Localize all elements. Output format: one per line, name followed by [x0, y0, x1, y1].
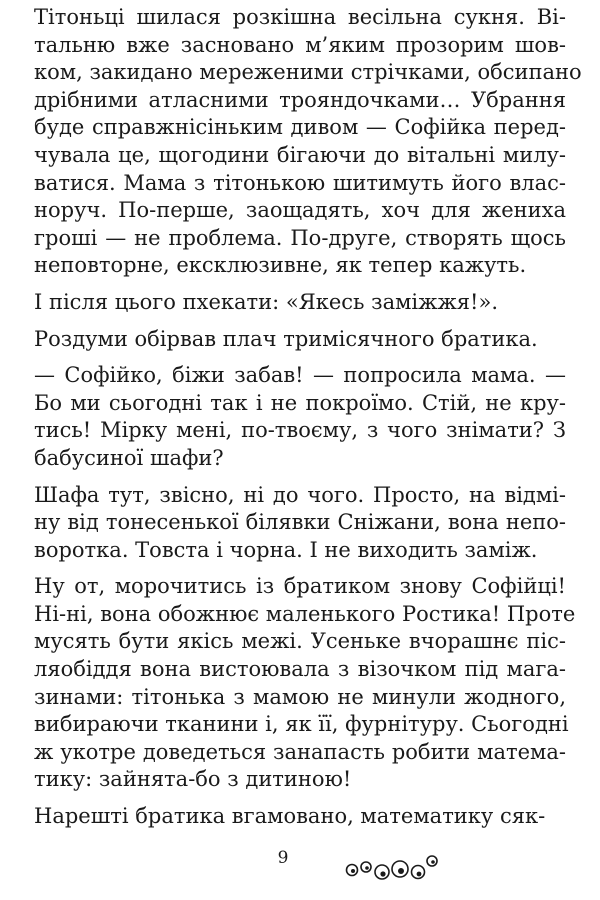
page-number: 9	[277, 848, 289, 868]
text-line: ком, закидано мереженими стрічками, обсипано	[34, 60, 582, 85]
text-line: ватися. Мама з тітонькою шитимуть його влас-	[34, 170, 566, 195]
text-line: Тітоньці шилася розкішна весільна сукня. Ві-	[34, 5, 566, 29]
paragraph	[34, 362, 566, 472]
text-line: дрібними атласними трояндочками… Убрання	[34, 87, 566, 112]
body-text	[34, 4, 582, 840]
paragraph	[34, 4, 582, 280]
text-line: ляобіддя вона вистоювала з візочком під мага-	[34, 657, 566, 682]
text-line: чувала це, щогодини бігаючи до вітальні милу-	[34, 142, 566, 167]
text-line: Ну от, морочитись із братиком знову Софійці!	[34, 574, 566, 599]
text-line: тись! Мірку мені, по-твоєму, з чого знімати? З	[34, 418, 566, 443]
paragraph	[34, 482, 566, 565]
text-line: ну від тонесенької білявки Сніжани, вона непо-	[34, 510, 566, 535]
text-line: норуч. По-перше, заощадять, хоч для жениха	[34, 198, 566, 223]
text-line: бабусиної шафи?	[34, 445, 224, 470]
text-line: буде справжнісіньким дивом — Софійка перед-	[34, 115, 566, 140]
text-line: Ні-ні, вона обожнює маленького Ростика! Проте	[34, 601, 576, 626]
text-line: неповторне, ексклюзивне, як тепер кажуть.	[34, 253, 527, 278]
text-line: тику: зайнята-бо з дитиною!	[34, 767, 352, 792]
text-line: мусять бути якісь межі. Усеньке вчорашнє піс-	[34, 629, 566, 654]
text-line: І після цього пхекати: «Якесь заміжжя!».	[34, 289, 498, 314]
bubbles-ornament	[340, 848, 450, 888]
page-footer	[0, 848, 600, 900]
paragraph	[34, 289, 566, 317]
text-line: гроші — не проблема. По-друге, створять щось	[34, 225, 566, 250]
text-line: тальню вже засновано м’яким прозорим шов-	[34, 32, 566, 57]
paragraph	[34, 326, 566, 354]
paragraph	[34, 573, 576, 794]
text-line: Нарешті братика вгамовано, математику сяк-	[34, 804, 546, 829]
text-line: воротка. Товста і чорна. І не виходить заміж.	[34, 537, 538, 562]
paragraph	[34, 803, 566, 831]
text-line: — Софійко, біжи забав! — попросила мама. —	[34, 363, 566, 388]
text-line: Роздуми обірвав плач тримісячного братика.	[34, 326, 538, 351]
text-line: Бо ми сьогодні так і не покроїмо. Стій, не кру-	[34, 390, 566, 415]
text-line: зинами: тітонька з мамою не минули жодного,	[34, 684, 566, 709]
text-line: ж укотре доведеться занапасть робити матема-	[34, 739, 566, 764]
text-line: Шафа тут, звісно, ні до чого. Просто, на відмі-	[34, 482, 566, 507]
text-line: вибираючи тканини і, як її, фурнітуру. Сьогодні	[34, 712, 569, 737]
